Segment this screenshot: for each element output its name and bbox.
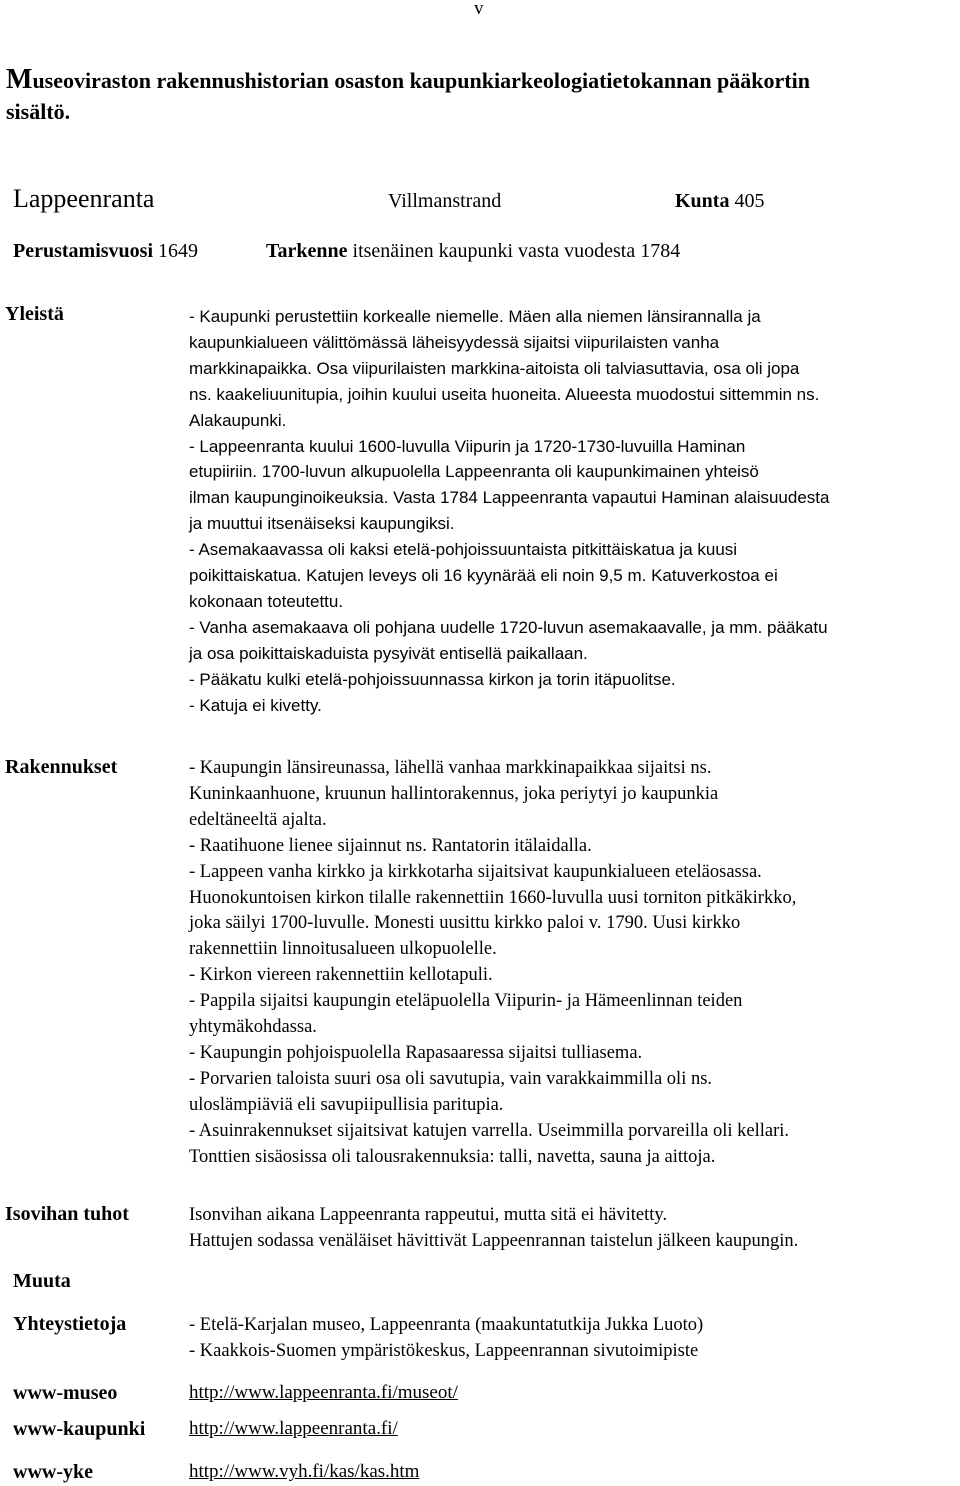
text-line: etupiiriin. 1700-luvun alkupuolella Lappeenranta oli kaupunkimainen yhteisö bbox=[189, 462, 759, 482]
founding-label: Perustamisvuosi bbox=[13, 240, 153, 262]
text-line: - Porvarien taloista suuri osa oli savutupia, vain varakkaimmilla oli ns. bbox=[189, 1068, 713, 1089]
label-www-museo: www-museo bbox=[13, 1382, 118, 1404]
text-line: - Kaakkois-Suomen ympäristökeskus, Lappeenrannan sivutoimipiste bbox=[189, 1340, 699, 1361]
title-initial: M bbox=[6, 64, 33, 95]
text-line: Isonvihan aikana Lappeenranta rappeutui, mutta sitä ei hävitetty. bbox=[189, 1205, 668, 1225]
kunta-value: 405 bbox=[734, 190, 765, 212]
section-label-muuta: Muuta bbox=[13, 1270, 71, 1292]
text-line: rakennettiin linnoitusalueen ulkopuolelle. bbox=[189, 939, 497, 960]
section-label-isovihan-tuhot: Isovihan tuhot bbox=[5, 1203, 129, 1225]
text-line: kokonaan toteutettu. bbox=[189, 591, 344, 611]
text-line: Hattujen sodassa venäläiset hävittivät Lappeenrannan taistelun jälkeen kaupungin. bbox=[189, 1230, 799, 1251]
section-body-isovihan-tuhot bbox=[189, 1203, 798, 1255]
text-line: poikittaiskatua. Katujen leveys oli 16 kyynärää eli noin 9,5 m. Katuverkostoa ei bbox=[189, 566, 778, 586]
text-line: joka säilyi 1700-luvulle. Monesti uusittu kirkko paloi v. 1790. Uusi kirkko bbox=[189, 913, 741, 934]
link-www-museo[interactable]: http://www.lappeenranta.fi/museot/ bbox=[189, 1382, 458, 1403]
section-body-yleista bbox=[189, 304, 829, 719]
founding-value: 1649 bbox=[158, 240, 198, 262]
link-www-kaupunki[interactable]: http://www.lappeenranta.fi/ bbox=[189, 1418, 398, 1439]
tarkenne-label: Tarkenne bbox=[266, 240, 348, 262]
label-www-yke: www-yke bbox=[13, 1461, 93, 1483]
kunta-field bbox=[675, 190, 764, 213]
text-line: - Asemakaavassa oli kaksi etelä-pohjoissuuntaista pitkittäiskatua ja kuusi bbox=[189, 540, 738, 560]
text-line: - Lappeen vanha kirkko ja kirkkotarha sijaitsivat kaupunkialueen eteläosassa. bbox=[189, 861, 762, 882]
link-www-yke[interactable]: http://www.vyh.fi/kas/kas.htm bbox=[189, 1461, 420, 1482]
text-line: yhtymäkohdassa. bbox=[189, 1017, 317, 1038]
text-line: - Pääkatu kulki etelä-pohjoissuunnassa kirkon ja torin itäpuolitse. bbox=[189, 669, 676, 689]
title-line2: sisältö. bbox=[6, 99, 71, 124]
founding-field bbox=[13, 240, 198, 263]
text-line: ja muuttui itsenäiseksi kaupungiksi. bbox=[189, 514, 455, 534]
text-line: - Kirkon viereen rakennettiin kellotapuli. bbox=[189, 965, 493, 986]
text-line: - Pappila sijaitsi kaupungin eteläpuolella Viipurin- ja Hämeenlinnan teiden bbox=[189, 991, 743, 1012]
text-line: - Kaupunki perustettiin korkealle niemelle. Mäen alla niemen länsirannalla ja bbox=[189, 307, 761, 326]
section-body-rakennukset bbox=[189, 756, 796, 1171]
section-body-yhteystietoja bbox=[189, 1313, 703, 1365]
kunta-label: Kunta bbox=[675, 190, 730, 212]
text-line: ilman kaupunginoikeuksia. Vasta 1784 Lappeenranta vapautui Haminan alaisuudesta bbox=[189, 488, 830, 508]
text-line: Huonokuntoisen kirkon tilalle rakennettiin 1660-luvulla uusi torniton pitkäkirkko, bbox=[189, 887, 797, 908]
text-line: - Etelä-Karjalan museo, Lappeenranta (maakuntatutkija Jukka Luoto) bbox=[189, 1315, 704, 1335]
text-line: - Katuja ei kivetty. bbox=[189, 695, 322, 715]
text-line: ns. kaakeliuunitupia, joihin kuului useita huoneita. Alueesta muodostui sittemmin ns. bbox=[189, 384, 820, 404]
text-line: - Lappeenranta kuului 1600-luvulla Viipurin ja 1720-1730-luvuilla Haminan bbox=[189, 436, 746, 456]
section-label-rakennukset: Rakennukset bbox=[5, 756, 118, 778]
text-line: - Asuinrakennukset sijaitsivat katujen varrella. Useimmilla porvareilla oli kellari. bbox=[189, 1120, 790, 1141]
swedish-name: Villmanstrand bbox=[388, 190, 502, 212]
text-line: edeltäneeltä ajalta. bbox=[189, 809, 327, 830]
text-line: uloslämpiäviä eli savupiipullisia paritupia. bbox=[189, 1094, 504, 1115]
text-line: markkinapaikka. Osa viipurilaisten markkina-aitoista oli talviasuttavia, osa oli jopa bbox=[189, 358, 800, 378]
section-label-yhteystietoja: Yhteystietoja bbox=[13, 1313, 127, 1335]
document-title bbox=[6, 64, 810, 96]
section-label-yleista: Yleistä bbox=[5, 303, 64, 325]
text-line: - Raatihuone lienee sijainnut ns. Rantatorin itälaidalla. bbox=[189, 835, 592, 856]
title-line1: useoviraston rakennushistorian osaston kaupunkiarkeologiatietokannan pääkortin bbox=[32, 68, 810, 93]
text-line: Tonttien sisäosissa oli talousrakennuksia: talli, navetta, sauna ja aittoja. bbox=[189, 1146, 716, 1167]
text-line: kaupunkialueen välittömässä läheisyydessä sijaitsi viipurilaisten vanha bbox=[189, 332, 720, 352]
label-www-kaupunki: www-kaupunki bbox=[13, 1418, 146, 1440]
text-line: - Kaupungin pohjoispuolella Rapasaaressa sijaitsi tulliasema. bbox=[189, 1042, 643, 1063]
text-line: Kuninkaanhuone, kruunun hallintorakennus, joka periytyi jo kaupunkia bbox=[189, 783, 719, 804]
text-line: ja osa poikittaiskaduista pysyivät entisellä paikallaan. bbox=[189, 643, 588, 663]
city-name: Lappeenranta bbox=[13, 184, 155, 213]
text-line: - Vanha asemakaava oli pohjana uudelle 1720-luvun asemakaavalle, ja mm. pääkatu bbox=[189, 617, 828, 637]
tarkenne-value: itsenäinen kaupunki vasta vuodesta 1784 bbox=[352, 240, 681, 262]
page-roman-numeral: v bbox=[474, 0, 484, 19]
text-line: - Kaupungin länsireunassa, lähellä vanhaa markkinapaikkaa sijaitsi ns. bbox=[189, 758, 712, 778]
tarkenne-field bbox=[266, 240, 680, 263]
text-line: Alakaupunki. bbox=[189, 410, 287, 430]
